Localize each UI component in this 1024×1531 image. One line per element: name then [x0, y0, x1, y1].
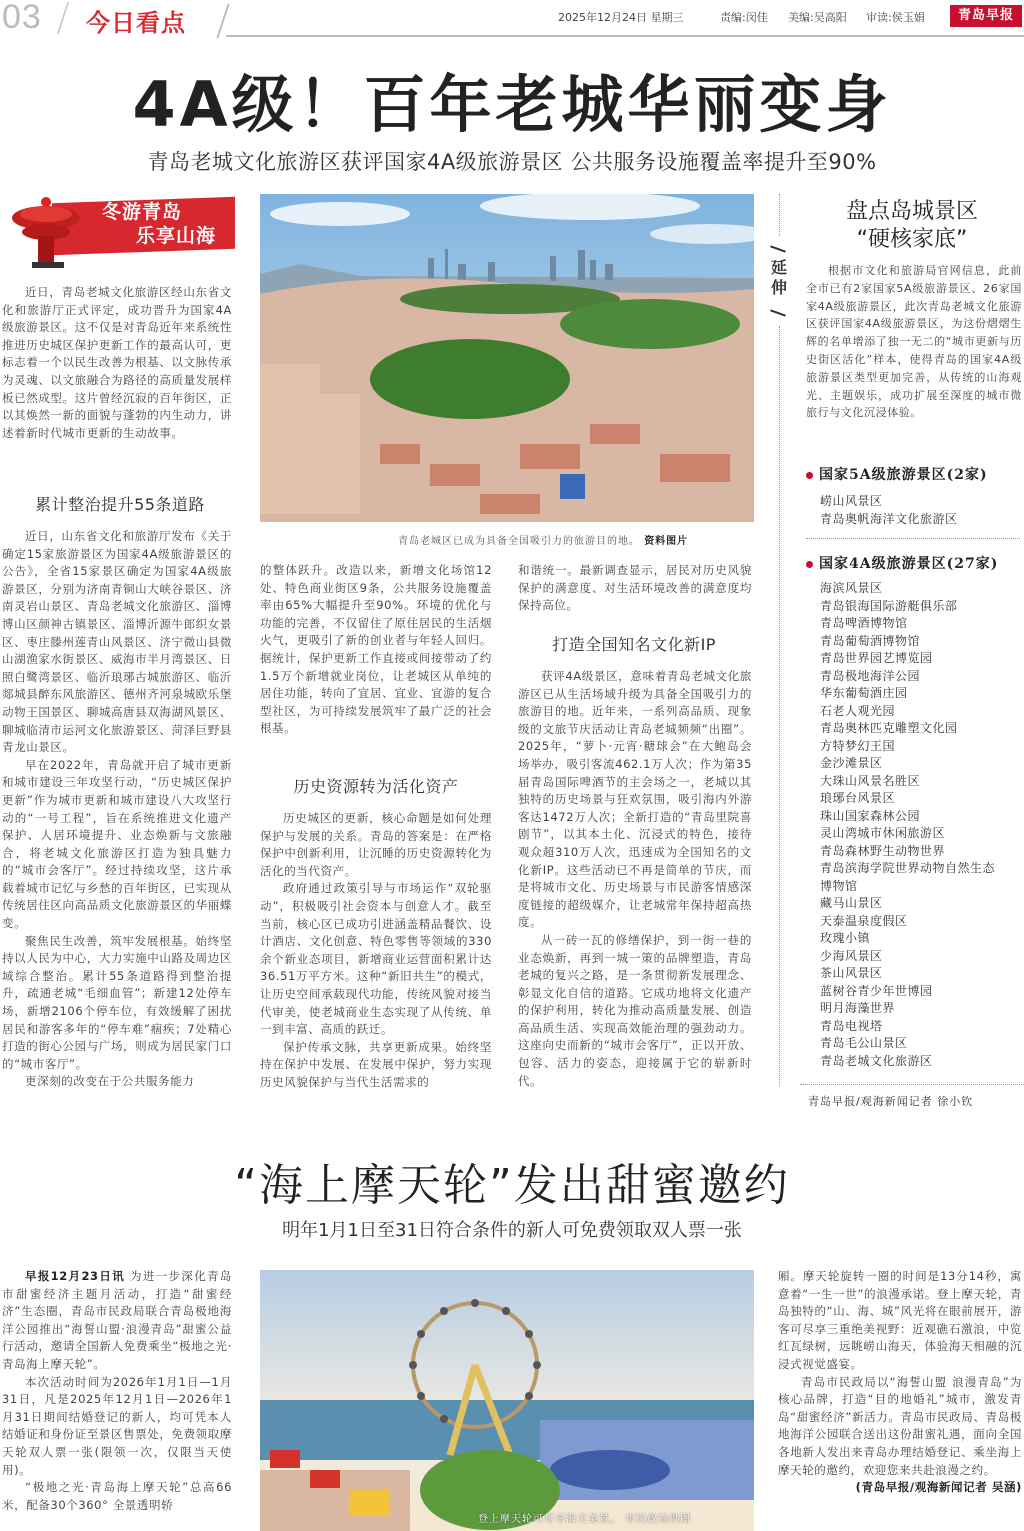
- paragraph-continued: 厢。摩天轮旋转一圈的时间是13分14秒，寓意着“一生一世”的浪漫承诺。登上摩天轮，青岛独特的“山、海、城”风光将在眼前展开，游客可尽享三重绝美视野：近观礁石激浪，中览红瓦绿树，远眺崂山海天，体验海天相融的沉浸式视觉盛宴。: [778, 1269, 1022, 1371]
- paragraph-continued: 和谐统一。最新调查显示，居民对历史风貌保护的满意度、对生活环境改善的满意度均保持高位。: [518, 563, 752, 613]
- story2-column3: [778, 1268, 1022, 1497]
- list-item: 海滨风景区: [820, 581, 883, 595]
- list-item: 灵山湾城市休闲旅游区: [820, 826, 946, 840]
- paragraph: 历史城区的更新，核心命题是如何处理保护与发展的关系。青岛的答案是：在严格保护中创新利用，让沉睡的历史资源转化为活化的当代资产。: [260, 811, 492, 878]
- photo-caption: [398, 532, 688, 547]
- sidebar-title-line2: “硬核家底”: [856, 227, 968, 252]
- list-item: 青岛世界园艺博览园: [820, 651, 933, 665]
- paragraph: “极地之光·青岛海上摩天轮”总高66米，配备30个360° 全景透明轿: [2, 1480, 232, 1512]
- dotted-divider: [779, 326, 780, 1086]
- list-item: 青岛奥林匹克雕塑文化园: [820, 721, 958, 735]
- dash-mark: [770, 309, 786, 316]
- list-item: 青岛极地海洋公园: [820, 668, 921, 683]
- paragraph: 获评4A级景区，意味着青岛老城文化旅游区已从生活场域升级为具备全国吸引力的旅游目的地。近年来，一系列高品质、现象级的文旅节庆活动让青岛老城频频“出圈”。2025年，“萝卜·元宵·糖球会”在大鲍岛会场举办，吸引客流462.1万人次；作为第35届青岛国际啤酒节的主会场之一，老城以其独特的历史场景与狂欢氛围，吸引海内外游客达1472万人次；全新打造的“青岛里院喜剧节”，以其本土化、沉浸式的特色，接待观众超310万人次，迅速成为全国知名的文化新IP。这些活动已不再是简单的节庆，而是将城市文化、历史场景与市民游客情感深度链接的超级媒介，让老城常年保持超高热度。: [518, 669, 752, 930]
- list-item: 华东葡萄酒庄园: [820, 686, 908, 700]
- dotted-separator: [800, 1084, 1024, 1085]
- story1-column2: [260, 562, 492, 738]
- main-headline: 4A级！百年老城华丽变身: [132, 68, 892, 141]
- dotted-divider: [779, 194, 780, 236]
- story1-column3: [518, 562, 752, 615]
- editor-credit: 责编:闵佳: [720, 11, 768, 24]
- second-subheadline: 明年1月1日至31日符合条件的新人可免费领取双人票一张: [282, 1220, 742, 1241]
- paragraph: [2, 1268, 232, 1374]
- list-item: 青岛森林野生动物世界: [820, 843, 946, 858]
- list-item: 玫瑰小镇: [820, 931, 871, 945]
- list-5a-title: 国家5A级旅游景区(2家): [819, 467, 988, 483]
- story1-column1: [2, 528, 232, 1091]
- art-editor-credit: 美编:吴高阳: [788, 11, 847, 24]
- lead-text: 近日，青岛老城文化旅游区经山东省文化和旅游厅正式评定，成功晋升为国家4A级旅游景区。这不仅是对青岛近年来系统性推进历史城区保护更新工作的最高认可，更标志着一个以民生改善为根基、以文脉传承为灵魂、以文旅融合为路径的高质量发展样板已然成型。这片曾经沉寂的百年街区，正以其焕然一新的面貌与蓬勃的内生动力，讲述着新时代城市更新的生动故事。: [2, 285, 232, 440]
- list-item: 博物馆: [820, 878, 858, 893]
- old-town-aerial-photo: [260, 194, 754, 522]
- paragraph: 从一砖一瓦的修缮保护，到一街一巷的业态焕新，再到一城一策的品牌塑造，青岛老城的复兴之路，是一条贯彻新发展理念、彰显文化自信的道路。它成功地将文化遗产的保护利用，转化为推动高质量发展、创造高品质生活、实现高效能治理的强劲动力。这座向史而新的“城市会客厅”，正以开放、包容、活力的姿态，迎接属于它的崭新时代。: [518, 932, 752, 1088]
- list-item: 方特梦幻王国: [820, 738, 896, 753]
- section-heading-ip: 打造全国知名文化新IP: [552, 635, 716, 654]
- divider: [57, 2, 69, 34]
- photo-credit: 资料图片: [644, 536, 689, 547]
- list-item: 天泰温泉度假区: [820, 913, 908, 928]
- list-item: 明月海藻世界: [820, 1001, 896, 1015]
- list-item: 茶山风景区: [820, 966, 883, 980]
- list-5a-heading: [806, 464, 988, 484]
- story2-byline: (青岛早报/观海新闻记者 吴涵): [855, 1480, 1022, 1495]
- newspaper-logo: 青岛早报: [950, 5, 1022, 27]
- section-title: 今日看点: [86, 9, 186, 37]
- photo-caption: [478, 1510, 691, 1525]
- second-headline: “海上摩天轮”发出甜蜜邀约: [234, 1160, 790, 1211]
- list-item: 珠山国家森林公园: [820, 808, 921, 823]
- story2-column1: [2, 1268, 232, 1514]
- paragraph: 青岛市民政局以“海誓山盟 浪漫青岛”为核心品牌，打造“目的地婚礼”城市，激发青岛“甜蜜经济”新活力。青岛市民政局、青岛极地海洋公园联合送出这份甜蜜礼遇，面向全国各地新人发出来青岛办理结婚登记、乘坐海上摩天轮的邀约，欢迎您来共赴浪漫之约。: [778, 1374, 1022, 1477]
- page-number: 03: [2, 0, 42, 36]
- caption-text: 登上摩天轮可尽享海天美景。: [478, 1514, 621, 1525]
- paragraph: 保护传承文脉，共享更新成果。始终坚持在保护中发展、在发展中保护，努力实现历史风貌保护与当代生活需求的: [260, 1039, 492, 1089]
- divider: [216, 4, 229, 38]
- header-rule: [226, 35, 1024, 37]
- ferris-wheel-photo: [260, 1270, 754, 1531]
- list-item: 金沙滩景区: [820, 756, 883, 770]
- bullet-icon: [806, 472, 813, 479]
- list-item: 青岛电视塔: [820, 1018, 883, 1033]
- proofreader-credit: 审读:侯玉娟: [866, 11, 925, 24]
- list-item: 青岛银海国际游艇俱乐部: [820, 598, 958, 613]
- list-4a-heading: [806, 553, 998, 573]
- cityscape-image: [260, 194, 754, 522]
- page-header: [0, 0, 1024, 38]
- story1-column3-body: [518, 668, 752, 1090]
- sidebar-title: [800, 198, 1024, 254]
- list-5a: [820, 493, 1020, 528]
- issue-date: 2025年12月24日 星期三: [558, 11, 684, 24]
- list-item: 青岛滨海学院世界动物自然生态: [820, 861, 996, 875]
- list-item: 少海风景区: [820, 948, 883, 963]
- sidebar-intro-text: 根据市文化和旅游局官网信息，此前全市已有2家国家5A级旅游景区、26家国家4A级旅游景区，此次青岛老城文化旅游区获评国家4A级旅游景区，为这份熠熠生辉的名单增添了独一无二的“城市更新与历史街区活化”样本，使得青岛的国家4A级旅游景区类型更加完善，从传统的山海观光、主题娱乐，成功扩展至深度的城市微旅行与文化沉浸体验。: [806, 264, 1022, 420]
- dateline: 早报12月23日讯: [25, 1269, 126, 1283]
- list-item: 青岛奥帆海洋文化旅游区: [820, 511, 958, 526]
- list-item: 青岛毛公山景区: [820, 1036, 908, 1050]
- ferris-wheel-image: [260, 1270, 754, 1531]
- tower-icon: [8, 196, 88, 274]
- paragraph: 更深刻的改变在于公共服务能力: [25, 1074, 195, 1089]
- banner-line1: 冬游青岛: [102, 201, 183, 223]
- list-item: 大珠山风景名胜区: [820, 773, 921, 788]
- dash-mark: [770, 245, 786, 252]
- extension-label: 延伸: [770, 258, 787, 297]
- main-subheadline: 青岛老城文化旅游区获评国家4A级旅游景区 公共服务设施覆盖率提升至90%: [147, 150, 877, 174]
- section-heading-roads: 累计整治提升55条道路: [35, 495, 205, 514]
- paragraph: 政府通过政策引导与市场运作“双轮驱动”，积极吸引社会资本与创意人才。截至当前，核心区已成功引进涵盖精品餐饮、设计酒店、文化创意、特色零售等领域的330余个新业态项目，新增商业运营面积累计达36.51万平方米。这种“新旧共生”的模式，让历史空间承载现代功能，传统风貌对接当代审美，使老城商业生态实现了从传统、单一到丰富、高质的跃迁。: [260, 881, 492, 1037]
- list-item: 崂山风景区: [820, 494, 883, 508]
- dotted-separator: [806, 538, 1020, 539]
- paragraph-text: 为进一步深化青岛市甜蜜经济主题月活动，打造“甜蜜经济”生态圈，青岛市民政局联合青岛极地海洋公园推出“海誓山盟·浪漫青岛”甜蜜公益行活动，邀请全国新人免费乘坐“极地之光·青岛海上摩天轮”。: [2, 1269, 232, 1371]
- paragraph-continued: 的整体跃升。改造以来，新增文化场馆12处、特色商业街区9条，公共服务设施覆盖率由65%大幅提升至90%。环境的优化与功能的完善，不仅留住了原住居民的生活烟火气，更吸引了新的创业者与年轻人回归。据统计，保护更新工作直接或间接带动了约1.5万个新增就业岗位，让老城区从单纯的居住功能，转向了宜居、宜业、宜游的复合型社区，为可持续发展筑牢了最广泛的社会根基。: [260, 563, 492, 736]
- caption-text: 青岛老城区已成为具备全国吸引力的旅游目的地。: [398, 536, 640, 547]
- section-heading-history: 历史资源转为活化资产: [293, 777, 459, 796]
- sidebar-byline: 青岛早报/观海新闻记者 徐小钦: [808, 1095, 974, 1108]
- sidebar-title-line1: 盘点岛城景区: [845, 199, 978, 224]
- list-item: 青岛老城文化旅游区: [820, 1053, 933, 1068]
- list-item: 蓝树谷青少年世博园: [820, 983, 933, 998]
- list-item: 青岛葡萄酒博物馆: [820, 633, 921, 648]
- photo-credit: 市民政局供图: [625, 1514, 692, 1525]
- list-4a: [820, 580, 1024, 1070]
- list-item: 石老人观光园: [820, 703, 896, 718]
- list-4a-title: 国家4A级旅游景区(27家): [819, 556, 999, 572]
- story1-column2-body: [260, 810, 492, 1092]
- bullet-icon: [806, 561, 813, 568]
- paragraph: 本次活动时间为2026年1月1日—1月31日，凡是2025年12月1日—2026年1月31日期间结婚登记的新人，均可凭本人结婚证和身份证至景区售票处，免费领取摩天轮双人票一张(限领一次，仅限当天使用)。: [2, 1374, 232, 1477]
- list-item: 青岛啤酒博物馆: [820, 616, 908, 630]
- sidebar-intro: [806, 262, 1022, 422]
- list-item: 藏马山景区: [820, 896, 883, 910]
- lead-paragraph: [2, 284, 232, 442]
- paragraph: 早在2022年，青岛就开启了城市更新和城市建设三年攻坚行动，“历史城区保护更新”作为城市更新和城市建设八大攻坚行动的“一号工程”，旨在系统推进文化遗产保护、人居环境提升、业态焕新与文旅融合，将老城文化旅游区打造为独具魅力的“城市会客厅”。经过持续攻坚，这片承载着城市记忆与乡愁的百年街区，已实现从传统居住区向高品质文化旅游景区的华丽蝶变。: [2, 757, 232, 931]
- banner-line2: 乐享山海: [136, 225, 217, 247]
- list-item: 琅琊台风景区: [820, 791, 896, 805]
- paragraph: 近日，山东省文化和旅游厅发布《关于确定15家旅游景区为国家4A级旅游景区的公告》，全省15家景区确定为国家4A级旅游景区，分别为济南青铜山大峡谷景区、济南灵岩山景区、青岛老城文化旅游区、淄博博山区颜神古镇景区、淄博沂源牛郎织女景区、枣庄滕州莲青山风景区、济宁微山县微山湖渔家水街景区、威海市半月湾景区、日照白鹭湾景区、临沂琅琊古城旅游区、临沂郯城县醉东风旅游区、德州齐河泉城欧乐堡动物王国景区、聊城高唐县双海湖风景区、聊城临清市运河文化旅游景区、菏泽巨野县青龙山景区。: [2, 529, 232, 755]
- campaign-banner: [0, 194, 240, 276]
- paragraph: 聚焦民生改善，筑牢发展根基。始终坚持以人民为中心，大力实施中山路及周边区域综合整治。累计55条道路得到整治提升，疏通老城“毛细血管”；新建12处停车场，新增2106个停车位，有效缓解了困扰居民和游客多年的“停车难”痼疾；7处精心打造的街心公园与广场，则成为居民家门口的“城市客厅”。: [2, 933, 232, 1071]
